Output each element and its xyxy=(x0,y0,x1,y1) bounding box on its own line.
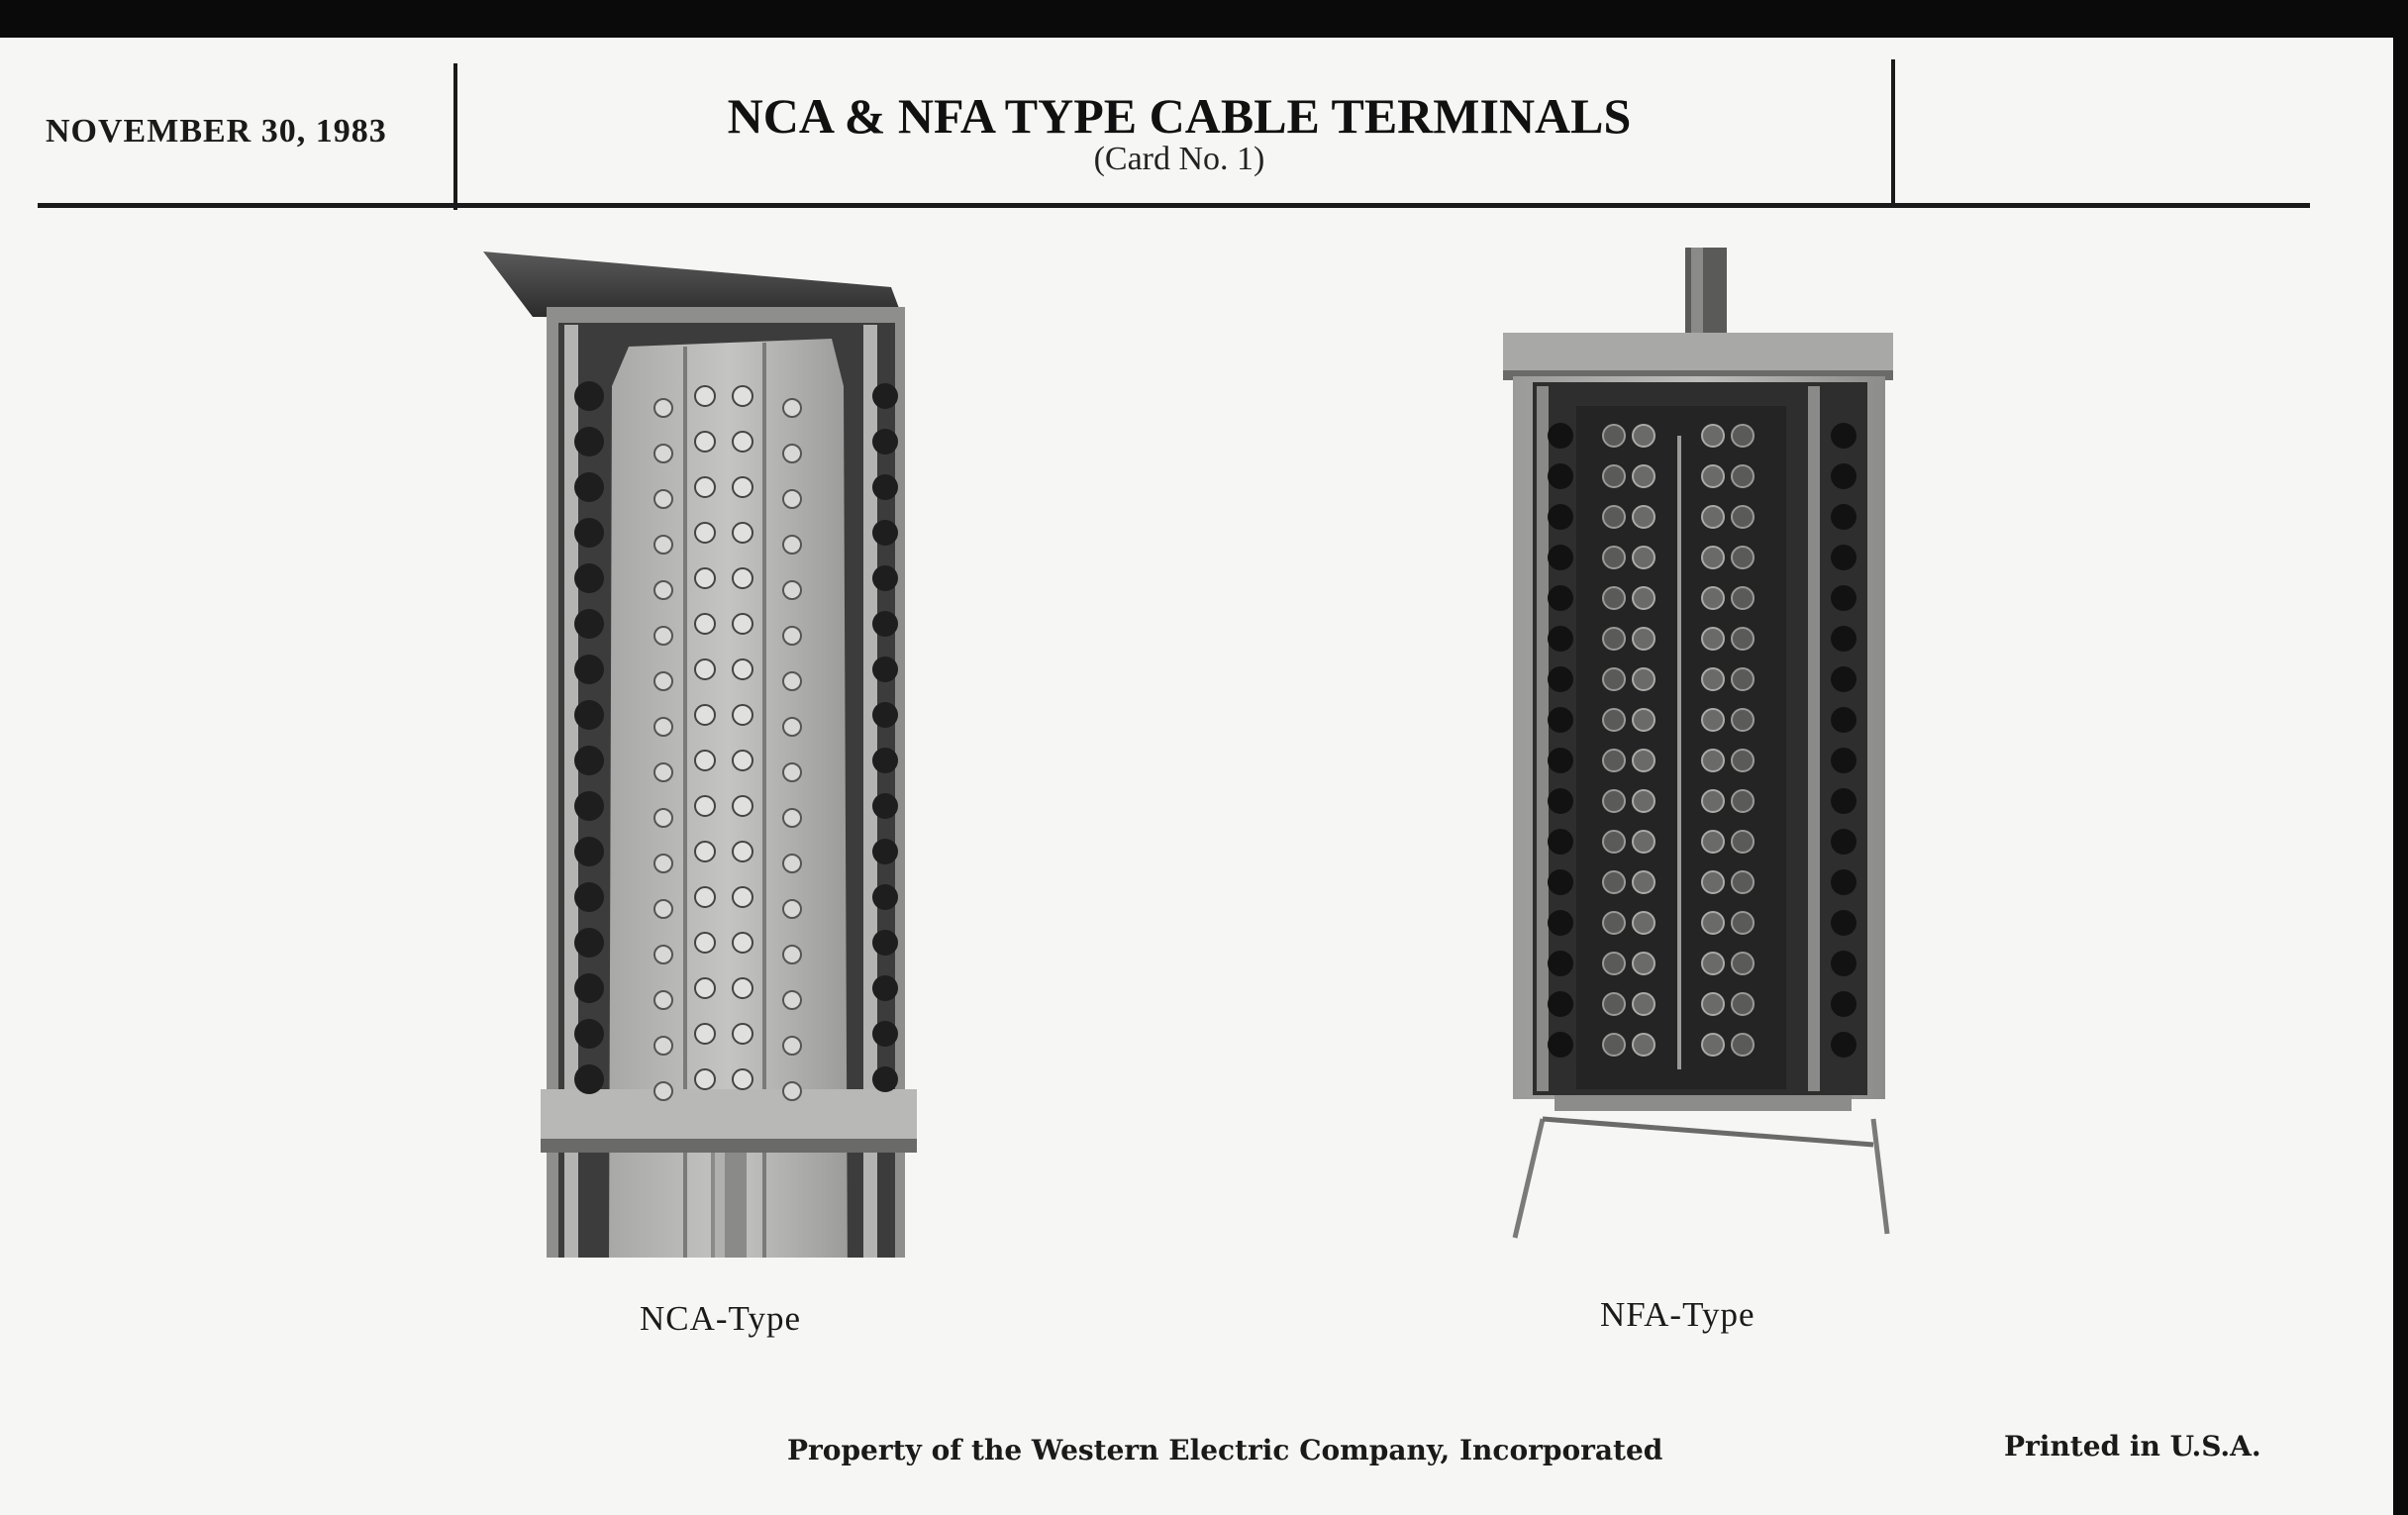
nfa-type-terminal-image xyxy=(1495,248,1901,1248)
nca-type-terminal-image xyxy=(475,248,931,1258)
footer-property-notice: Property of the Western Electric Company, Incorporated xyxy=(787,1434,1663,1466)
header-divider-left xyxy=(453,63,457,210)
header-rule xyxy=(38,203,2310,208)
figure-caption-nfa: NFA-Type xyxy=(1600,1295,1756,1334)
footer-printed-notice: Printed in U.S.A. xyxy=(2004,1430,2261,1463)
card-date: NOVEMBER 30, 1983 xyxy=(46,113,387,150)
reference-card xyxy=(0,38,2393,1515)
card-number: (Card No. 1) xyxy=(1093,141,1265,177)
figure-caption-nca: NCA-Type xyxy=(640,1299,802,1338)
page-title: NCA & NFA TYPE CABLE TERMINALS xyxy=(727,88,1632,144)
